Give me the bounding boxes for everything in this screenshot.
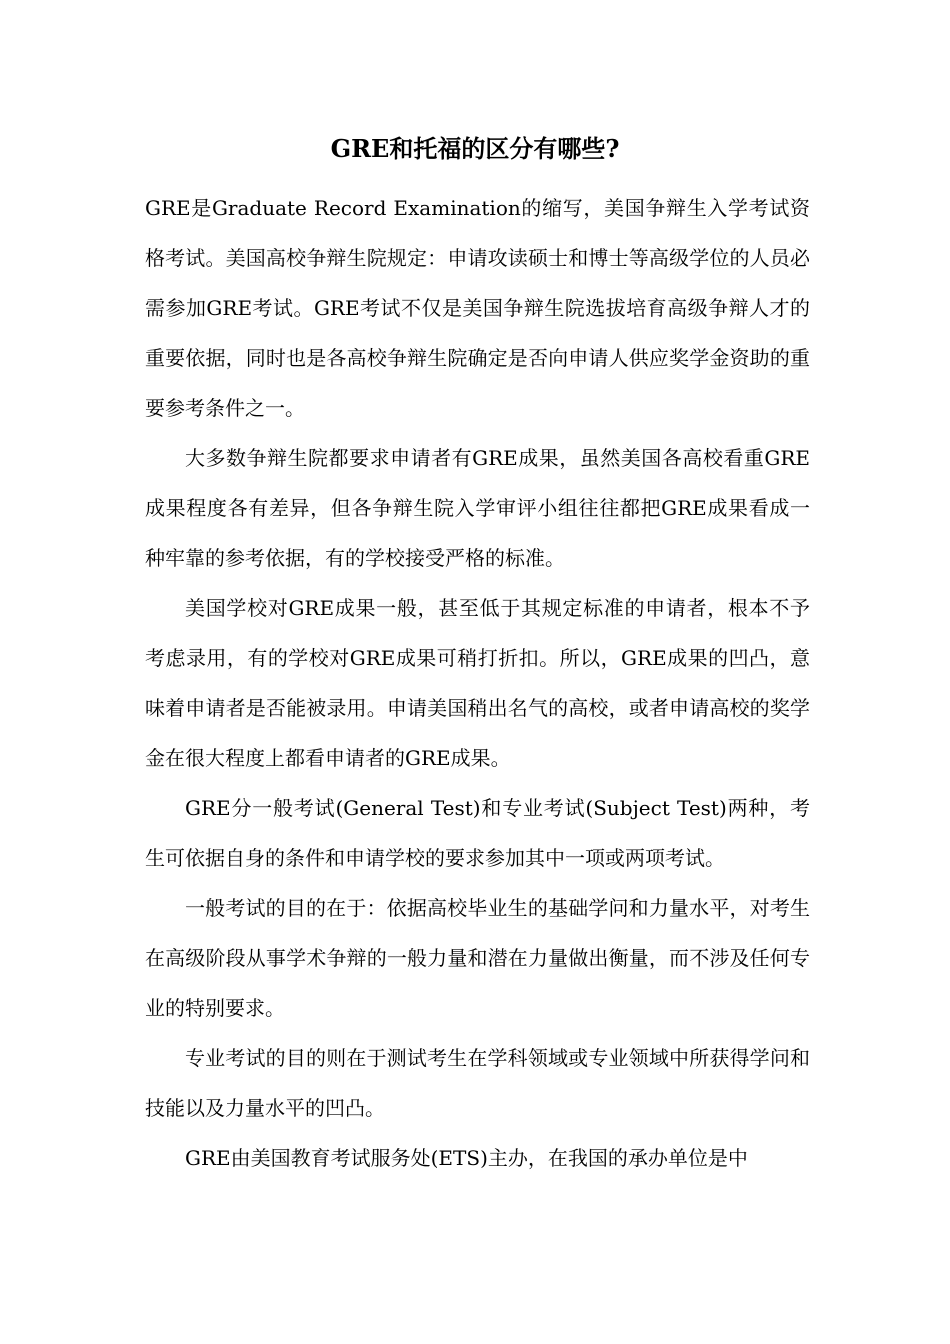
paragraph-gre-requirement: 大多数争辩生院都要求申请者有GRE成果，虽然美国各高校看重GRE成果程度各有差异，但各争辩生院入学审评小组往往都把GRE成果看成一种牢靠的参考依据，有的学校接受严格的标准。 — [145, 446, 810, 570]
paragraph-general-test: 一般考试的目的在于：依据高校毕业生的基础学问和力量水平，对考生在高级阶段从事学术争辩的一般力量和潜在力量做出衡量，而不涉及任何专业的特别要求。 — [145, 896, 810, 1020]
paragraph-gre-definition: GRE是Graduate Record Examination的缩写，美国争辩生入学考试资格考试。美国高校争辩生院规定：申请攻读硕士和博士等高级学位的人员必需参加GRE考试。GRE考试不仅是美国争辩生院选拔培育高级争辩人才的重要依据，同时也是各高校争辩生院确定是否向申请人供应奖学金资助的重要参考条件之一。 — [145, 196, 810, 420]
paragraph-subject-test: 专业考试的目的则在于测试考生在学科领域或专业领域中所获得学问和技能以及力量水平的凹凸。 — [145, 1046, 810, 1120]
paragraph-ets-organizer: GRE由美国教育考试服务处(ETS)主办，在我国的承办单位是中 — [185, 1146, 748, 1170]
paragraph-gre-score-importance: 美国学校对GRE成果一般，甚至低于其规定标准的申请者，根本不予考虑录用，有的学校对GRE成果可稍打折扣。所以，GRE成果的凹凸，意味着申请者是否能被录用。申请美国稍出名气的高校，或者申请高校的奖学金在很大程度上都看申请者的GRE成果。 — [145, 596, 810, 770]
document-title: GRE和托福的区分有哪些? — [330, 134, 620, 163]
paragraph-gre-test-types: GRE分一般考试(General Test)和专业考试(Subject Test)两种，考生可依据自身的条件和申请学校的要求参加其中一项或两项考试。 — [145, 796, 810, 870]
document-body — [145, 183, 810, 1183]
